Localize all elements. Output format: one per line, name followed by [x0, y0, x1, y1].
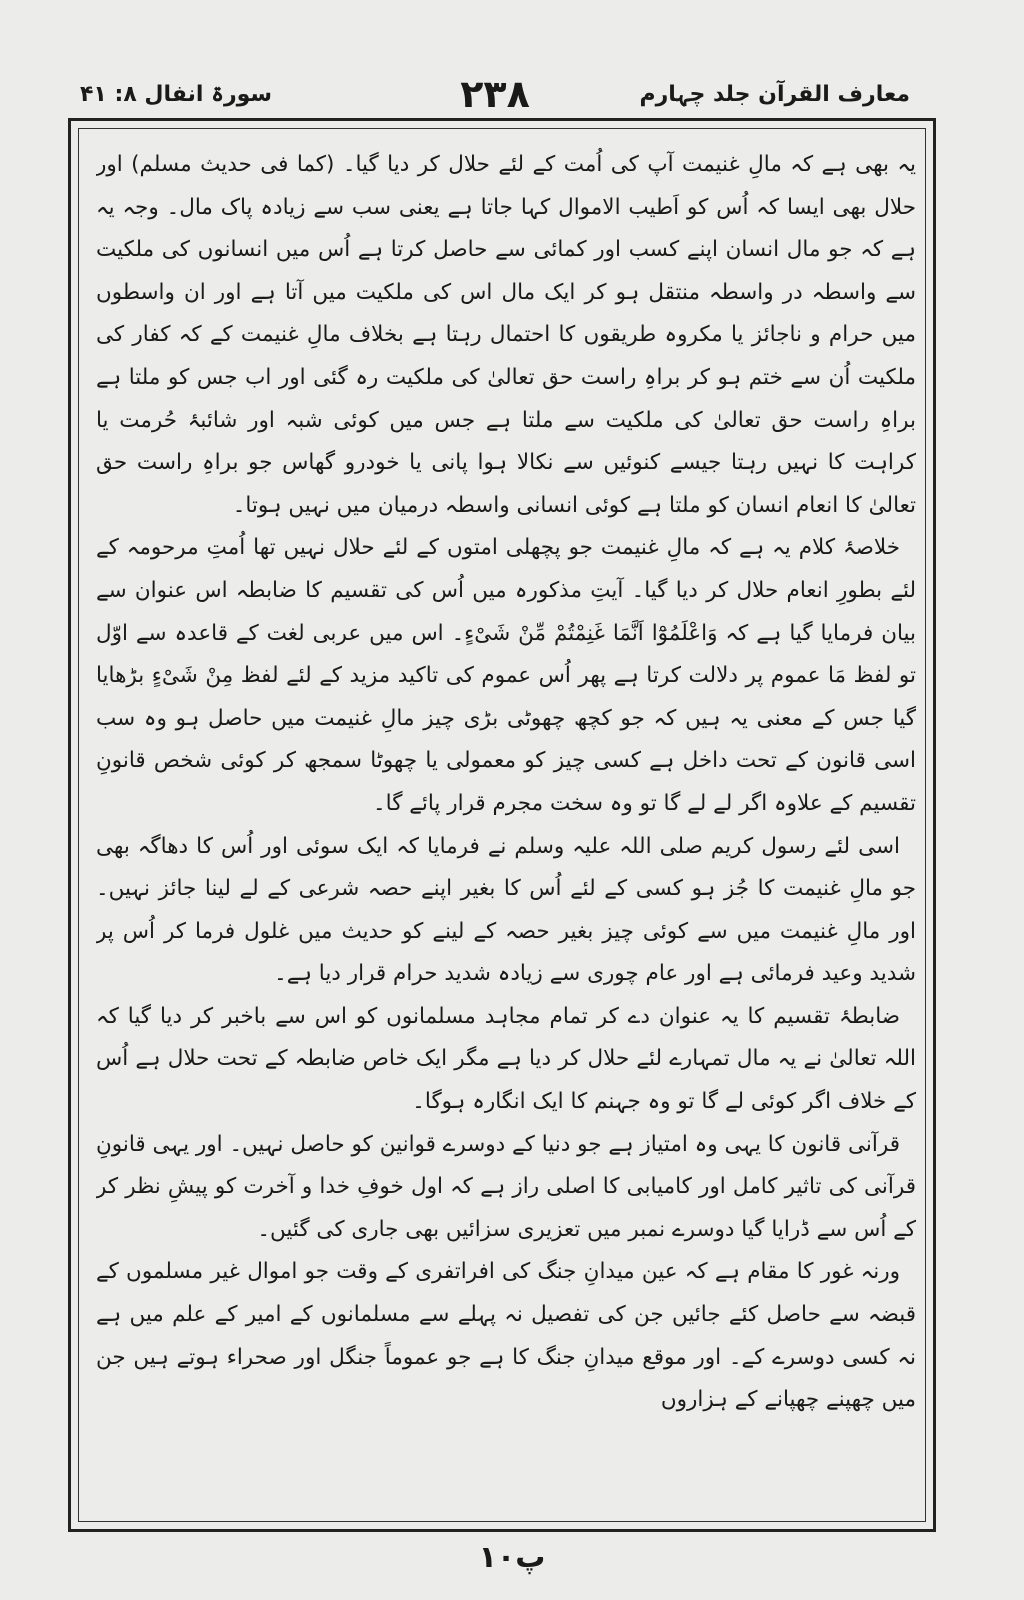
paragraph-6: ورنہ غور کا مقام ہے کہ عین میدانِ جنگ کی افراتفری کے وقت جو اموال غیر مسلموں کے قبضہ سے حاصل کئے جائیں جن کی تفصیل نہ پہلے سے مسلمانوں کے امیر کے علم میں ہے نہ کسی دوسرے کے۔ اور موقع میدانِ جنگ کا ہے جو عموماً جنگل اور صحراء ہوتے ہیں جن میں چھپنے چھپانے کے ہزاروں: [96, 1259, 916, 1413]
page-number: ۲۳۸: [460, 72, 530, 116]
page-header: [80, 72, 910, 122]
paragraph-5: قرآنی قانون کا یہی وہ امتیاز ہے جو دنیا کے دوسرے قوانین کو حاصل نہیں۔ اور یہی قانونِ قرآنی کی تاثیر کامل اور کامیابی کا اصلی راز ہے کہ اول خوفِ خدا و آخرت کو پیشِ نظر کر کے اُس سے ڈرایا گیا دوسرے نمبر میں تعزیری سزائیں بھی جاری کی گئیں۔: [96, 1131, 916, 1242]
paragraph-1: یہ بھی ہے کہ مالِ غنیمت آپ کی اُمت کے لئے حلال کر دیا گیا۔ (کما فی حدیث مسلم) اور حلال بھی ایسا کہ اُس کو اَطیب الاموال کہا جاتا ہے یعنی سب سے زیادہ پاک مال۔ وجہ یہ ہے کہ جو مال انسان اپنے کسب اور کمائی سے حاصل کرتا ہے اُس میں انسانوں کی ملکیت سے واسطہ در واسطہ منتقل ہو کر ایک مال اس کی ملکیت میں آتا ہے اور ان واسطوں میں حرام و ناجائز یا مکروہ طریقوں کا احتمال رہتا ہے بخلاف مالِ غنیمت کے کہ کفار کی ملکیت اُن سے ختم ہو کر براہِ راست حق تعالیٰ کی ملکیت رہ گئی اور اب جس کو ملتا ہے براہِ راست حق تعالیٰ کی ملکیت سے ملتا ہے جس میں کوئی شبہ اور شائبۂ حُرمت یا کراہت کا نہیں رہتا جیسے کنوئیں سے نکالا ہوا پانی یا خودرو گھاس جو براہِ راست حق تعالیٰ کا انعام انسان کو ملتا ہے کوئی انسانی واسطہ درمیان میں نہیں ہوتا۔: [96, 152, 916, 518]
text-body: [96, 144, 916, 1514]
paragraph-2: خلاصۂ کلام یہ ہے کہ مالِ غنیمت جو پچھلی امتوں کے لئے حلال نہیں تھا اُمتِ مرحومہ کے لئے بطورِ انعام حلال کر دیا گیا۔ آیتِ مذکورہ میں اُس کی تقسیم کا ضابطہ اس عنوان سے بیان فرمایا گیا ہے کہ وَاعْلَمُوْٓا اَنَّمَا غَنِمْتُمْ مِّنْ شَیْءٍ۔ اس میں عربی لغت کے قاعدہ سے اوّل تو لفظ مَا عموم پر دلالت کرتا ہے پھر اُس عموم کی تاکید مزید کے لئے لفظ مِنْ شَیْءٍ بڑھایا گیا جس کے معنی یہ ہیں کہ جو کچھ چھوٹی بڑی چیز مالِ غنیمت میں حاصل ہو وہ سب اسی قانون کے تحت داخل ہے کسی چیز کو معمولی یا چھوٹا سمجھ کر کوئی شخص قانونِ تقسیم کے علاوہ اگر لے لے گا تو وہ سخت مجرم قرار پائے گا۔: [96, 535, 916, 816]
paragraph-4: ضابطۂ تقسیم کا یہ عنوان دے کر تمام مجاہد مسلمانوں کو اس سے باخبر کر دیا گیا کہ اللہ تعالیٰ نے یہ مال تمہارے لئے حلال کر دیا ہے مگر ایک خاص ضابطہ کے تحت حلال ہے اُس کے خلاف اگر کوئی لے گا تو وہ جہنم کا ایک انگارہ ہوگا۔: [96, 1003, 916, 1115]
paragraph-3: اسی لئے رسول کریم صلی اللہ علیہ وسلم نے فرمایا کہ ایک سوئی اور اُس کا دھاگہ بھی جو مالِ غنیمت کا جُز ہو کسی کے لئے اُس کا بغیر اپنے حصہ شرعی کے لے لینا جائز نہیں۔ اور مالِ غنیمت میں سے کوئی چیز بغیر حصہ کے لینے کو حدیث میں غلول فرما کر اُس پر شدید وعید فرمائی ہے اور عام چوری سے زیادہ شدید حرام قرار دیا ہے۔: [96, 833, 916, 987]
book-title: معارف القرآن جلد چہارم: [639, 82, 910, 107]
surah-reference: سورۃ انفال ۸: ۴۱: [80, 82, 273, 107]
signature-mark: ۱۰پ: [478, 1540, 546, 1575]
